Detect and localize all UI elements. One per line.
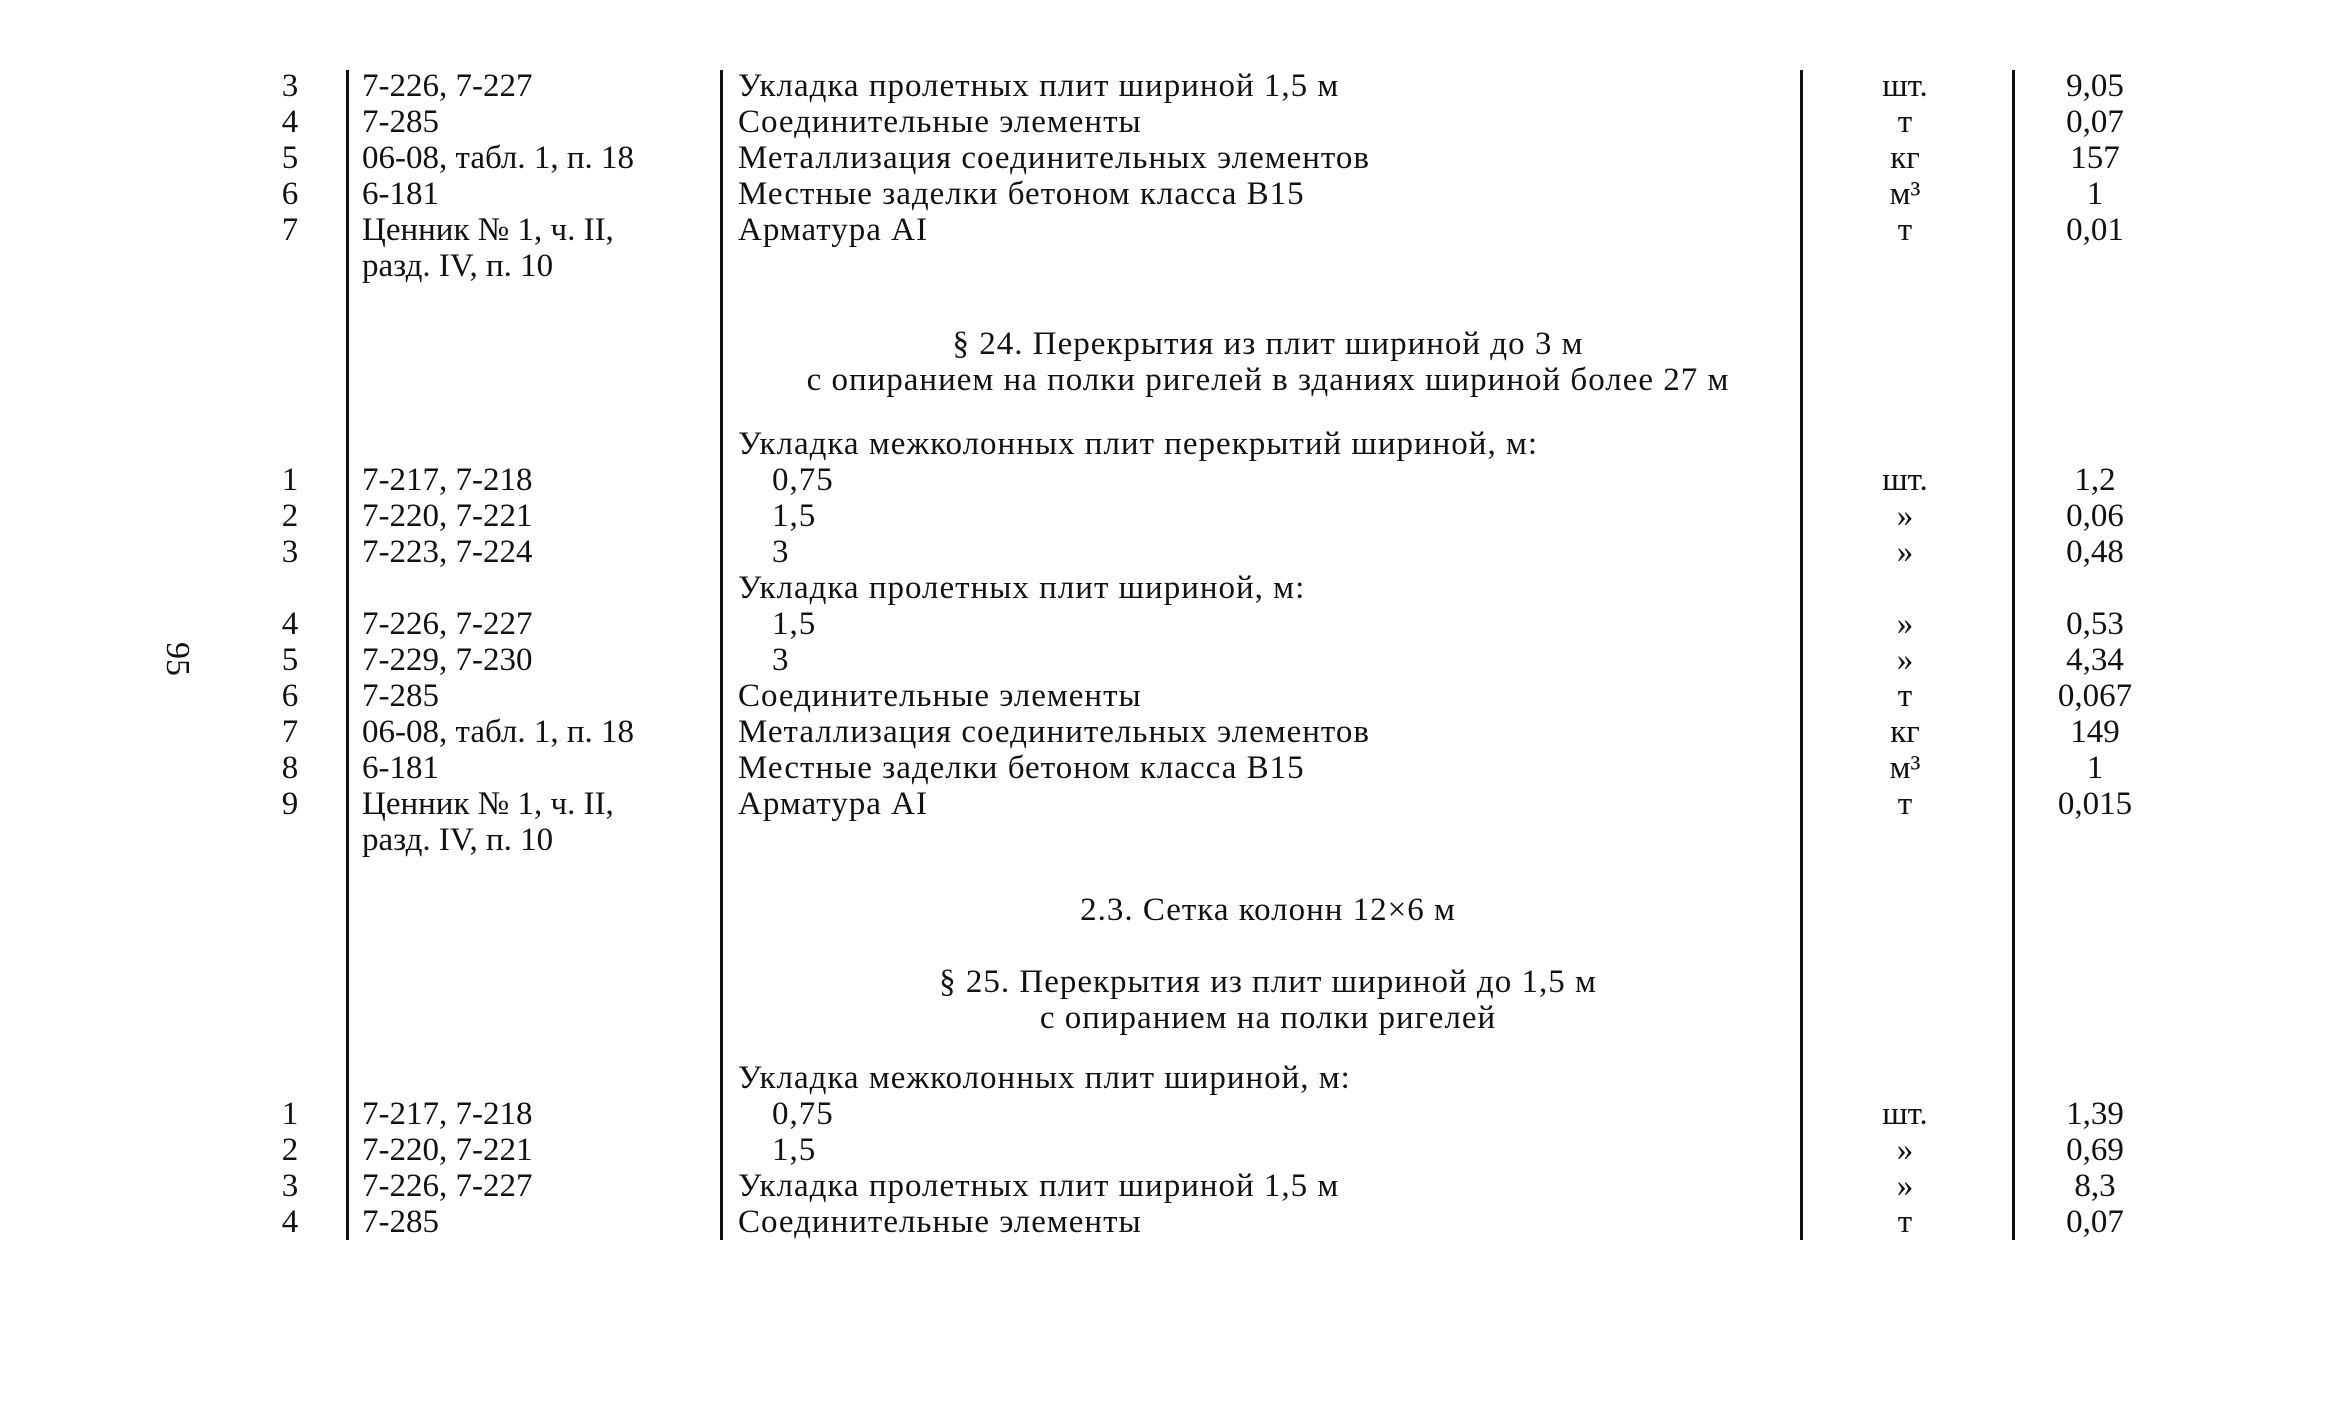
- row-code: 7-285: [362, 1204, 439, 1240]
- row-number: 9: [281, 786, 299, 822]
- row-description: 1,5: [772, 1132, 817, 1168]
- page-number: 95: [159, 642, 196, 676]
- row-number: 4: [281, 1204, 299, 1240]
- column-rule: [2012, 70, 2015, 1240]
- row-number: 2: [281, 498, 299, 534]
- row-value: 0,06: [2066, 498, 2124, 534]
- row-code: 7-229, 7-230: [362, 642, 533, 678]
- row-number: 6: [281, 678, 299, 714]
- row-number: 4: [281, 104, 299, 140]
- row-unit: »: [1896, 642, 1914, 678]
- row-code: 7-217, 7-218: [362, 462, 533, 498]
- row-unit: кг: [1890, 140, 1920, 176]
- row-description: Местные заделки бетоном класса В15: [738, 176, 1305, 212]
- row-code: 7-226, 7-227: [362, 606, 533, 642]
- row-code: Ценник № 1, ч. II,: [362, 212, 614, 248]
- row-description: Металлизация соединительных элементов: [738, 140, 1370, 176]
- row-number: 1: [281, 1096, 299, 1132]
- row-description: 1,5: [772, 606, 817, 642]
- row-description: 3: [772, 534, 790, 570]
- group-title: Укладка пролетных плит шириной, м:: [738, 570, 1306, 606]
- row-number: 4: [281, 606, 299, 642]
- row-code: 7-226, 7-227: [362, 1168, 533, 1204]
- row-number: 6: [281, 176, 299, 212]
- row-code: 6-181: [362, 750, 439, 786]
- row-description: Укладка пролетных плит шириной 1,5 м: [738, 68, 1340, 104]
- subsection-title: 2.3. Сетка колонн 12×6 м: [1080, 892, 1456, 928]
- row-code: 6-181: [362, 176, 439, 212]
- row-description: Укладка пролетных плит шириной 1,5 м: [738, 1168, 1340, 1204]
- section-title: § 25. Перекрытия из плит шириной до 1,5 м: [939, 964, 1597, 1000]
- row-unit: шт.: [1882, 462, 1928, 498]
- row-value: 0,01: [2066, 212, 2124, 248]
- row-number: 1: [281, 462, 299, 498]
- section-subtitle: с опиранием на полки ригелей: [1039, 1000, 1497, 1036]
- row-unit: шт.: [1882, 1096, 1928, 1132]
- row-code: 7-217, 7-218: [362, 1096, 533, 1132]
- row-code: 7-226, 7-227: [362, 68, 533, 104]
- row-number: 5: [281, 140, 299, 176]
- row-value: 1,39: [2066, 1096, 2124, 1132]
- row-description: 0,75: [772, 462, 834, 498]
- column-rule: [346, 70, 349, 1240]
- row-code: разд. IV, п. 10: [362, 248, 554, 284]
- row-code: разд. IV, п. 10: [362, 822, 554, 858]
- row-number: 7: [281, 714, 299, 750]
- row-description: 3: [772, 642, 790, 678]
- row-unit: т: [1897, 1204, 1913, 1240]
- row-value: 149: [2070, 714, 2120, 750]
- row-number: 8: [281, 750, 299, 786]
- row-description: Арматура АI: [738, 212, 928, 248]
- row-description: Соединительные элементы: [738, 104, 1142, 140]
- row-number: 5: [281, 642, 299, 678]
- row-description: Металлизация соединительных элементов: [738, 714, 1370, 750]
- row-value: 157: [2070, 140, 2120, 176]
- row-code: 7-220, 7-221: [362, 1132, 533, 1168]
- row-description: Соединительные элементы: [738, 678, 1142, 714]
- row-code: 7-285: [362, 104, 439, 140]
- row-value: 0,69: [2066, 1132, 2124, 1168]
- row-unit: т: [1897, 212, 1913, 248]
- group-title: Укладка межколонных плит шириной, м:: [738, 1060, 1351, 1096]
- row-unit: »: [1896, 1132, 1914, 1168]
- row-value: 0,07: [2066, 104, 2124, 140]
- section-subtitle: с опиранием на полки ригелей в зданиях шириной более 27 м: [806, 362, 1730, 398]
- row-code: Ценник № 1, ч. II,: [362, 786, 614, 822]
- row-description: Местные заделки бетоном класса В15: [738, 750, 1305, 786]
- row-description: Арматура АI: [738, 786, 928, 822]
- row-value: 9,05: [2066, 68, 2124, 104]
- row-unit: »: [1896, 606, 1914, 642]
- row-unit: шт.: [1882, 68, 1928, 104]
- row-number: 3: [281, 1168, 299, 1204]
- row-unit: »: [1896, 498, 1914, 534]
- row-number: 2: [281, 1132, 299, 1168]
- row-code: 7-285: [362, 678, 439, 714]
- row-description: 1,5: [772, 498, 817, 534]
- row-value: 0,48: [2066, 534, 2124, 570]
- row-unit: кг: [1890, 714, 1920, 750]
- row-value: 4,34: [2066, 642, 2124, 678]
- row-code: 7-223, 7-224: [362, 534, 533, 570]
- row-code: 06-08, табл. 1, п. 18: [362, 140, 635, 176]
- row-value: 0,07: [2066, 1204, 2124, 1240]
- section-title: § 24. Перекрытия из плит шириной до 3 м: [952, 326, 1584, 362]
- row-value: 0,067: [2057, 678, 2133, 714]
- row-unit: т: [1897, 678, 1913, 714]
- column-rule: [720, 70, 723, 1240]
- row-unit: т: [1897, 786, 1913, 822]
- row-description: 0,75: [772, 1096, 834, 1132]
- row-unit: м³: [1889, 176, 1921, 212]
- row-unit: м³: [1889, 750, 1921, 786]
- row-unit: »: [1896, 534, 1914, 570]
- row-unit: »: [1896, 1168, 1914, 1204]
- row-value: 1: [2086, 750, 2104, 786]
- row-unit: т: [1897, 104, 1913, 140]
- row-value: 0,53: [2066, 606, 2124, 642]
- row-code: 7-220, 7-221: [362, 498, 533, 534]
- row-number: 3: [281, 534, 299, 570]
- row-value: 8,3: [2074, 1168, 2116, 1204]
- row-value: 1,2: [2074, 462, 2116, 498]
- column-rule: [1800, 70, 1803, 1240]
- row-number: 7: [281, 212, 299, 248]
- row-value: 1: [2086, 176, 2104, 212]
- row-value: 0,015: [2057, 786, 2133, 822]
- group-title: Укладка межколонных плит перекрытий шириной, м:: [738, 426, 1539, 462]
- row-number: 3: [281, 68, 299, 104]
- row-description: Соединительные элементы: [738, 1204, 1142, 1240]
- row-code: 06-08, табл. 1, п. 18: [362, 714, 635, 750]
